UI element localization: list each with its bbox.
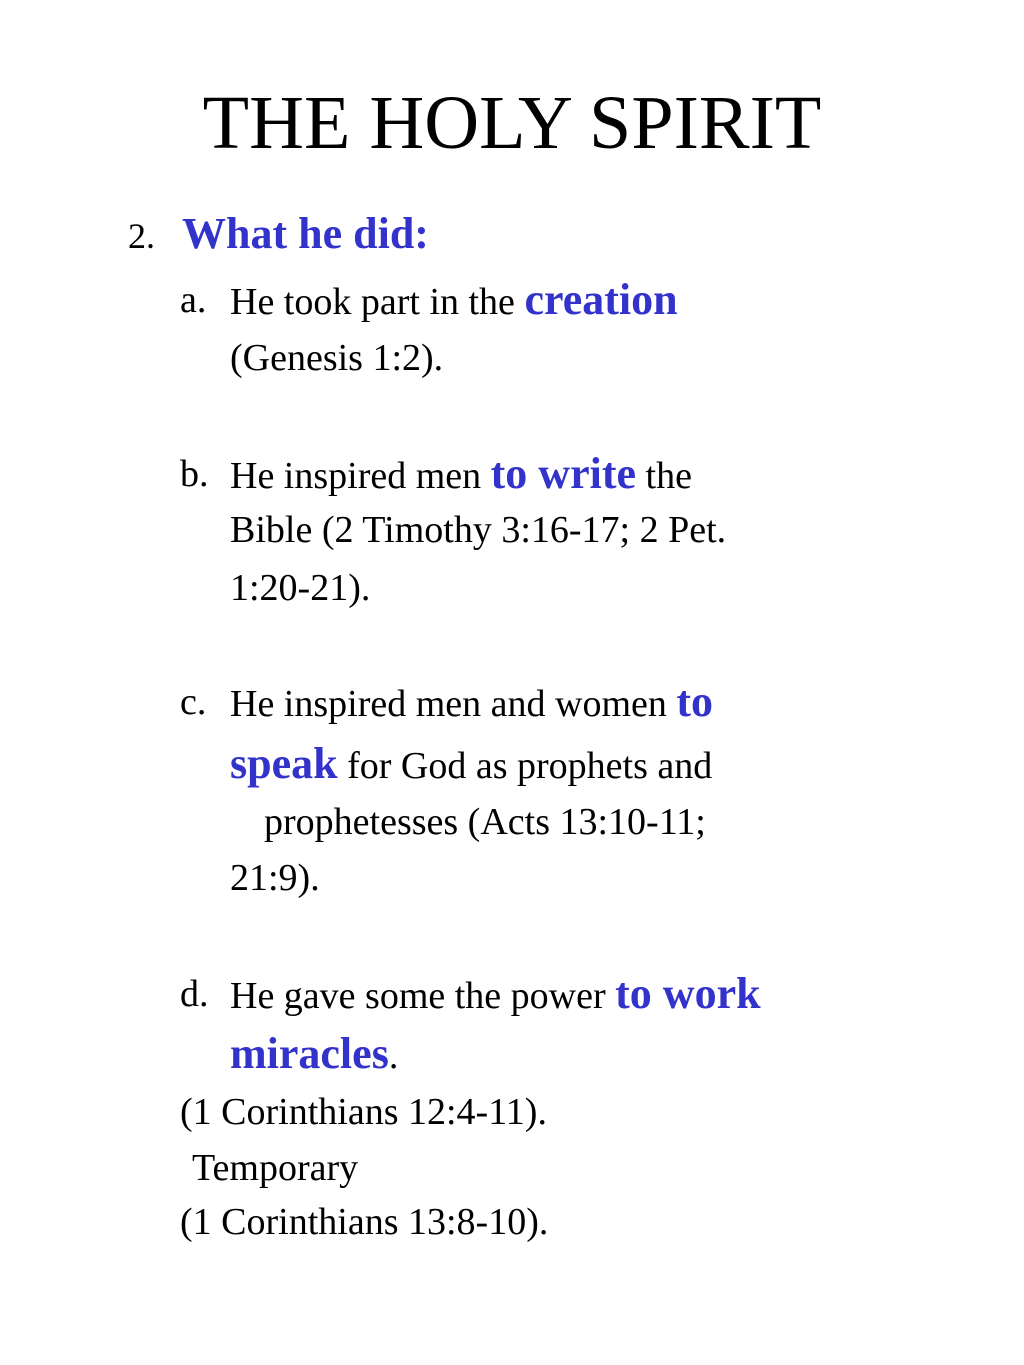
item-d-line2 [230, 1029, 399, 1078]
item-d-line3: (1 Corinthians 12:4-11). [180, 1091, 547, 1133]
item-b-line1 [230, 449, 692, 498]
point-heading: What he did: [182, 209, 429, 258]
item-c-line1 [230, 677, 714, 726]
item-a-highlight: creation [524, 275, 678, 324]
item-a-text: He took part in the [230, 281, 525, 323]
item-d-line1 [230, 969, 761, 1018]
item-c-highlight-1: to [676, 677, 714, 726]
point-number: 2. [128, 216, 155, 256]
item-a-line2: (Genesis 1:2). [230, 337, 444, 379]
item-d-marker: d. [180, 973, 209, 1015]
slide-title: THE HOLY SPIRIT [202, 81, 822, 165]
item-d-line4: Temporary [192, 1147, 359, 1189]
item-c-line4: 21:9). [230, 857, 320, 899]
item-d-highlight-2: miracles [230, 1029, 389, 1078]
item-a-line1 [230, 275, 678, 324]
item-a-marker: a. [180, 279, 207, 321]
item-d-text: He gave some the power [230, 975, 616, 1017]
item-b-after: the [636, 455, 692, 497]
item-c-marker: c. [180, 681, 207, 723]
item-c-text: He inspired men and women [230, 683, 677, 725]
item-b-line2: Bible (2 Timothy 3:16-17; 2 Pet. [230, 509, 727, 551]
item-c-line2 [230, 739, 713, 788]
item-b-highlight: to write [490, 449, 637, 498]
item-b-line3: 1:20-21). [230, 567, 371, 609]
item-d-line5: (1 Corinthians 13:8-10). [180, 1201, 549, 1243]
item-b-text: He inspired men [230, 455, 491, 497]
item-d-highlight-1: to work [615, 969, 761, 1018]
item-b-marker: b. [180, 453, 209, 495]
item-c-line3: prophetesses (Acts 13:10-11; [264, 801, 706, 843]
item-c-after: for God as prophets and [337, 745, 713, 787]
item-c-highlight-2: speak [230, 739, 338, 788]
item-d-after: . [388, 1035, 399, 1077]
